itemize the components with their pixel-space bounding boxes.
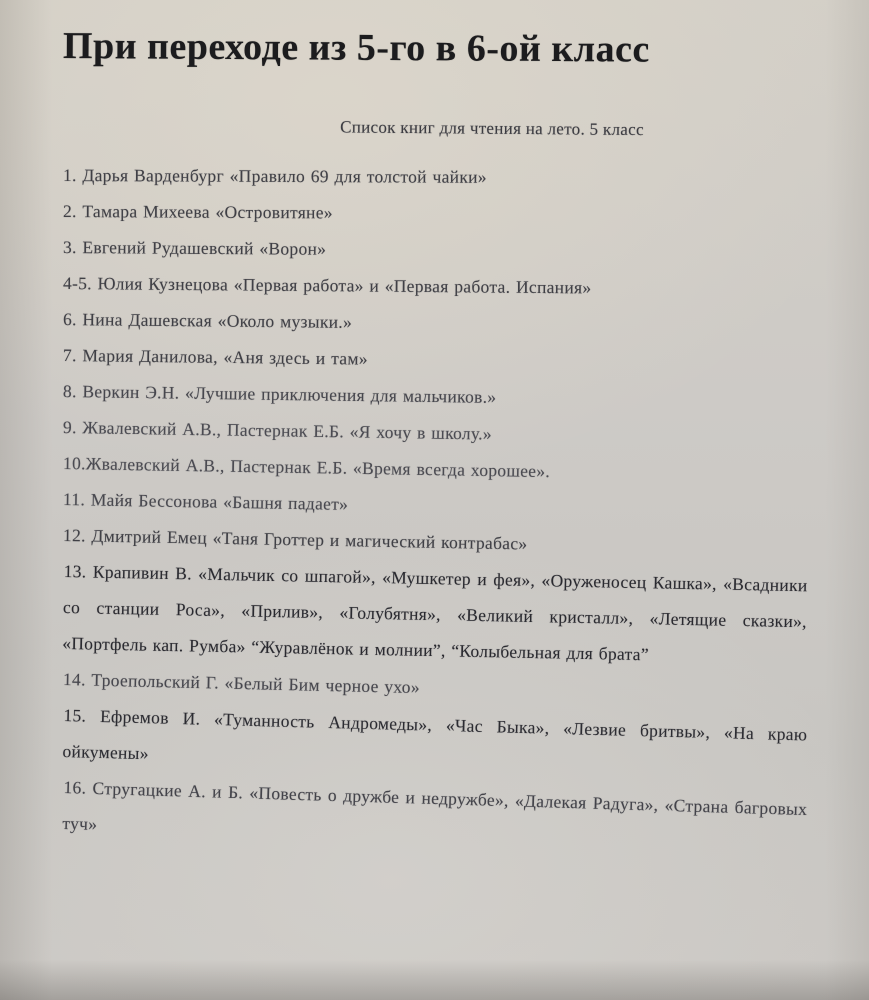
list-item: 4-5. Юлия Кузнецова «Первая работа» и «Первая работа. Испания» xyxy=(62,273,592,298)
book-list xyxy=(63,157,811,841)
list-item: 15. Ефремов И. «Туманность Андромеды», «Час Быка», «Лезвие бритвы», «На краю ойкумены» xyxy=(62,705,808,764)
list-item: 1. Дарья Варденбург «Правило 69 для толстой чайки» xyxy=(62,165,487,187)
list-item: 2. Тамара Михеева «Островитяне» xyxy=(62,201,333,223)
list-item: 6. Нина Дашевская «Около музыки.» xyxy=(62,309,353,332)
list-item: 14. Троепольский Г. «Белый Бим черное ухо» xyxy=(62,669,421,698)
list-item: 11. Майя Бессонова «Башня падает» xyxy=(62,489,349,514)
list-item: 3. Евгений Рудашевский «Ворон» xyxy=(62,237,327,259)
list-item: 7. Мария Данилова, «Аня здесь и там» xyxy=(62,345,368,369)
list-item: 13. Крапивин В. «Мальчик со шпагой», «Мушкетер и фея», «Оруженосец Кашка», «Всадники со станции Роса», «Прилив», «Голубятня», «Великий кристалл», «Летящие сказки», «Портфель кап. Румба» “Журавлёнок и молнии”, “Колыбельная для брата” xyxy=(62,561,808,665)
list-title: Список книг для чтения на лето. 5 класс xyxy=(340,117,644,140)
list-item: 12. Дмитрий Емец «Таня Гроттер и магический контрабас» xyxy=(62,525,528,554)
list-item: 9. Жвалевский А.В., Пастернак Е.Б. «Я хочу в школу.» xyxy=(62,417,493,444)
list-item: 16. Стругацкие А. и Б. «Повесть о дружбе и недружбе», «Далекая Радуга», «Страна багровых туч» xyxy=(62,777,808,835)
page-title: При переходе из 5-го в 6-ой класс xyxy=(62,25,650,71)
list-item: 8. Веркин Э.Н. «Лучшие приключения для мальчиков.» xyxy=(62,381,497,407)
list-item: 10.Жвалевский А.В., Пастернак Е.Б. «Время всегда хорошее». xyxy=(62,453,551,482)
